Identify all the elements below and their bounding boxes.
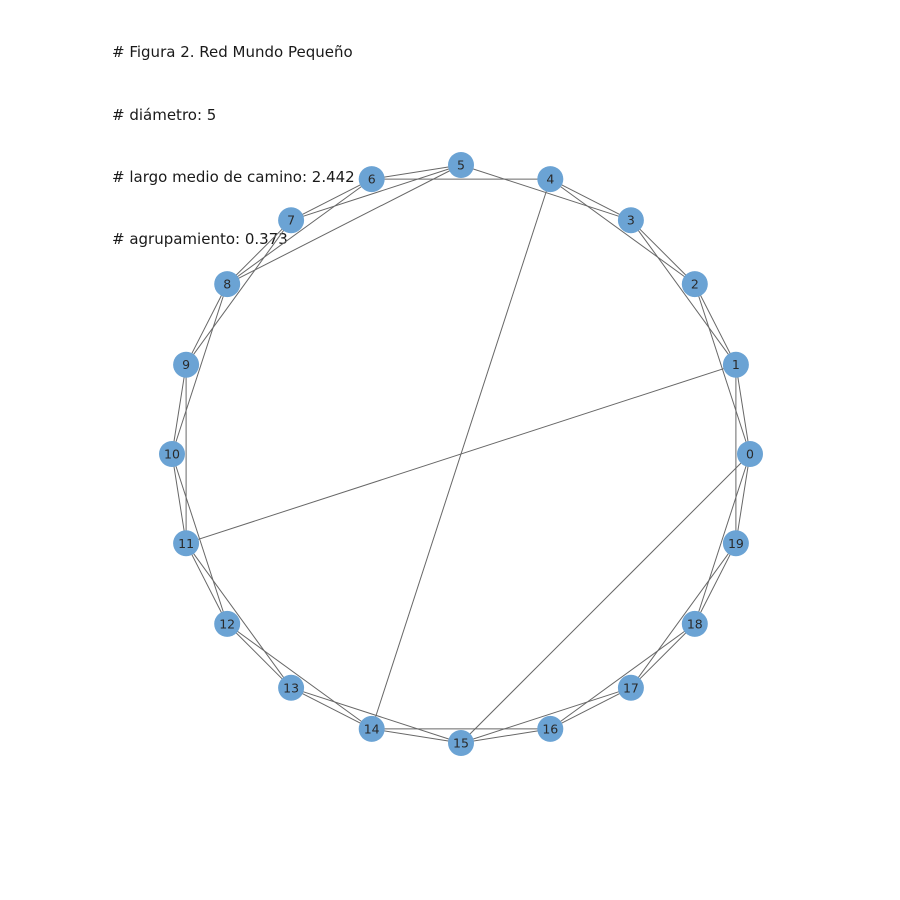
graph-edge-7-9 (186, 220, 291, 365)
node-label-9: 9 (182, 357, 191, 373)
node-label-14: 14 (363, 721, 380, 737)
graph-edge-17-19 (631, 543, 736, 688)
node-label-0: 0 (746, 446, 754, 462)
node-label-12: 12 (219, 616, 236, 632)
node-label-4: 4 (546, 171, 555, 187)
graph-edge-6-8 (227, 179, 372, 284)
graph-edge-12-13 (227, 624, 291, 688)
edges-layer (172, 165, 750, 743)
node-label-7: 7 (287, 212, 296, 228)
graph-edge-5-8 (227, 165, 461, 284)
graph-edge-10-11 (172, 454, 186, 543)
graph-edge-14-15 (372, 729, 461, 743)
graph-edge-16-17 (550, 688, 631, 729)
graph-edge-7-8 (227, 220, 291, 284)
node-label-8: 8 (223, 276, 232, 292)
graph-edge-13-14 (291, 688, 372, 729)
graph-edge-11-12 (186, 543, 227, 624)
caption-line-avg-path: # largo medio de camino: 2.442 (112, 167, 355, 186)
graph-edge-0-15 (461, 454, 750, 743)
graph-edge-1-3 (631, 220, 736, 365)
graph-edge-17-18 (631, 624, 695, 688)
graph-edge-8-9 (186, 284, 227, 365)
node-label-19: 19 (727, 535, 744, 551)
node-label-2: 2 (690, 276, 699, 292)
graph-edge-1-2 (695, 284, 736, 365)
caption-line-clustering: # agrupamiento: 0.373 (112, 229, 288, 248)
node-label-15: 15 (453, 735, 469, 751)
graph-edge-18-19 (695, 543, 736, 624)
node-label-3: 3 (626, 212, 635, 228)
graph-edge-11-13 (186, 543, 291, 688)
node-label-17: 17 (622, 680, 639, 696)
node-label-11: 11 (178, 535, 195, 551)
node-label-1: 1 (731, 357, 740, 373)
caption-line-title: # Figura 2. Red Mundo Pequeño (112, 43, 353, 62)
graph-edge-9-10 (172, 365, 186, 454)
graph-edge-2-3 (631, 220, 695, 284)
node-label-16: 16 (542, 721, 559, 737)
graph-edge-19-0 (736, 454, 750, 543)
graph-edge-6-7 (291, 179, 372, 220)
node-label-10: 10 (164, 446, 180, 462)
graph-edge-1-11 (186, 365, 736, 544)
graph-edge-2-4 (550, 179, 695, 284)
node-label-5: 5 (457, 157, 465, 173)
labels-layer (164, 158, 754, 751)
node-label-6: 6 (367, 171, 376, 187)
graph-edge-3-4 (550, 179, 631, 220)
node-label-13: 13 (283, 680, 300, 696)
graph-edge-0-1 (736, 365, 750, 454)
graph-edge-12-14 (227, 624, 372, 729)
graph-edge-15-16 (461, 729, 550, 743)
graph-edge-16-18 (550, 624, 695, 729)
node-label-18: 18 (686, 616, 703, 632)
caption-line-diameter: # diámetro: 5 (112, 105, 217, 124)
